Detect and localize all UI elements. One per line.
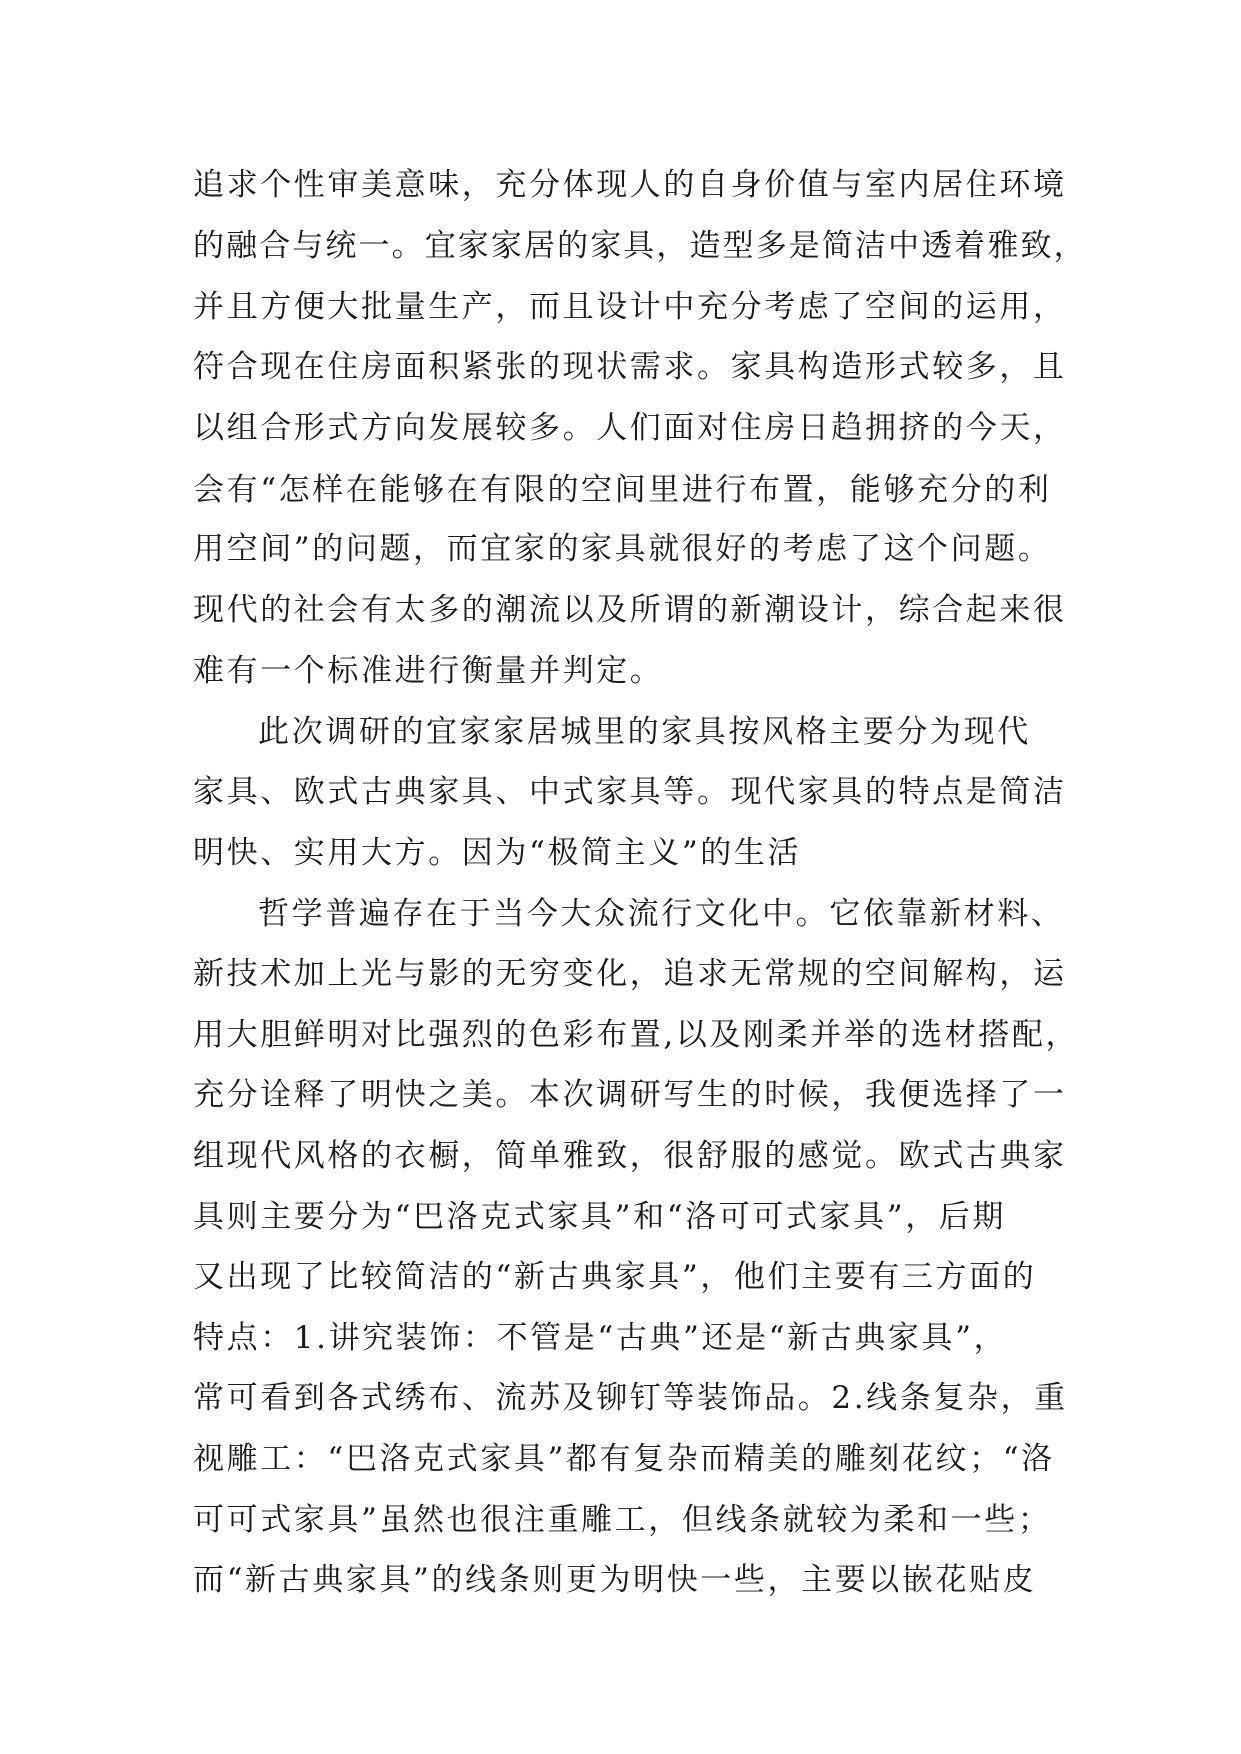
text-line-12: 明快、实用大方。因为“极简主义”的生活 (193, 835, 802, 871)
text-line-14: 新技术加上光与影的无穷变化，追求无常规的空间解构，运 (193, 956, 1067, 992)
text-line-11: 家具、欧式古典家具、中式家具等。现代家具的特点是简洁 (193, 774, 1067, 810)
text-line-8: 现代的社会有太多的潮流以及所谓的新潮设计，综合起来很 (193, 592, 1067, 628)
text-line-22: 视雕工：“巴洛克式家具”都有复杂而精美的雕刻花纹；“洛 (193, 1441, 1055, 1477)
text-line-24: 而“新古典家具”的线条则更为明快一些，主要以嵌花贴皮 (193, 1562, 1037, 1598)
text-line-17: 组现代风格的衣橱，简单雅致，很舒服的感觉。欧式古典家 (193, 1138, 1067, 1174)
text-line-23: 可可式家具”虽然也很注重雕工，但线条就较为柔和一些； (193, 1502, 1052, 1538)
text-line-21: 常可看到各式绣布、流苏及铆钉等装饰品。2.线条复杂，重 (193, 1380, 1068, 1416)
text-line-2: 的融合与统一。宜家家居的家具，造型多是简洁中透着雅致， (193, 228, 1087, 264)
text-line-18: 具则主要分为“巴洛克式家具”和“洛可可式家具”，后期 (193, 1199, 1006, 1235)
text-line-5: 以组合形式方向发展较多。人们面对住房日趋拥挤的今天， (193, 410, 1067, 446)
text-line-16: 充分诠释了明快之美。本次调研写生的时候，我便选择了一 (193, 1077, 1067, 1113)
text-line-10: 此次调研的宜家家居城里的家具按风格主要分为现代 (258, 714, 1031, 750)
text-line-15: 用大胆鲜明对比强烈的色彩布置,以及刚柔并举的选材搭配， (193, 1017, 1080, 1053)
text-line-20: 特点：1.讲究装饰：不管是“古典”还是“新古典家具”， (193, 1320, 1008, 1356)
text-line-9: 难有一个标准进行衡量并判定。 (193, 653, 664, 689)
text-line-7: 用空间”的问题，而宜家的家具就很好的考虑了这个问题。 (193, 531, 1052, 567)
text-line-4: 符合现在住房面积紧张的现状需求。家具构造形式较多，且 (193, 349, 1067, 385)
text-line-3: 并且方便大批量生产，而且设计中充分考虑了空间的运用， (193, 289, 1067, 325)
text-line-6: 会有“怎样在能够在有限的空间里进行布置，能够充分的利 (193, 472, 1052, 508)
text-line-19: 又出现了比较简洁的“新古典家具”，他们主要有三方面的 (193, 1259, 1037, 1295)
text-line-13: 哲学普遍存在于当今大众流行文化中。它依靠新材料、 (258, 896, 1065, 932)
text-line-1: 追求个性审美意味，充分体现人的自身价值与室内居住环境 (193, 167, 1067, 203)
